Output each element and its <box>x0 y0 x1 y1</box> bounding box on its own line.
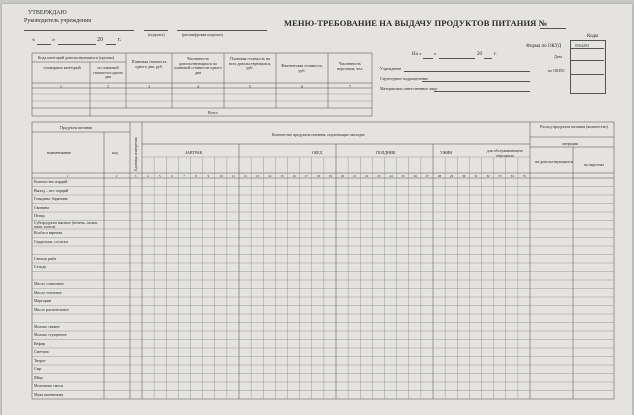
main-col-number: 16 <box>292 173 296 178</box>
product-row-label: Свежая рыба <box>34 255 57 261</box>
main-col-number: 27 <box>425 173 429 178</box>
top-col-number-3: 3 <box>148 83 150 89</box>
top-col-header-5: Плановая стоимость на всех довольствующихся, руб. <box>228 56 272 70</box>
signature-caption: (подпись) <box>148 32 165 37</box>
product-row-label: Сыр <box>34 366 42 371</box>
meal-dinner: УЖИН <box>440 150 453 155</box>
main-col-number: 8 <box>195 173 197 178</box>
consumption-sub-2: на персонал <box>583 162 605 167</box>
main-col-number: 9 <box>207 173 210 178</box>
main-col-number: 33 <box>498 173 502 178</box>
main-col-number: 20 <box>340 173 345 178</box>
head-of-institution-label: Руководитель учреждения <box>24 18 92 24</box>
main-col-number: 24 <box>389 173 393 178</box>
top-col-header-1: суммарных категорий <box>43 65 81 70</box>
product-row-label: Маргарин <box>34 298 52 303</box>
na-year-prefix: 20 <box>477 52 482 57</box>
top-col-number-1: 1 <box>60 83 62 89</box>
product-row-label: Масло сливочное <box>34 281 64 286</box>
main-col-number: 15 <box>280 173 284 178</box>
main-col-number: 14 <box>268 173 272 178</box>
products-header: Продукты питания <box>60 125 93 130</box>
main-col-number: 7 <box>183 173 185 178</box>
menu-requisition-form <box>2 4 632 415</box>
main-col-number: 34 <box>510 173 514 178</box>
product-row-label: Птица <box>34 213 45 218</box>
main-col-number: 13 <box>255 173 260 178</box>
product-row-label: Количество порций <box>34 179 68 184</box>
product-row-label: Говядина, баранина <box>34 196 68 201</box>
product-row-label: Молочные смеси <box>34 383 64 388</box>
product-row-label: Кефир <box>34 340 46 346</box>
na-label: На « <box>412 52 422 57</box>
main-col-number: 4 <box>146 173 149 178</box>
top-col-number-5: 5 <box>249 83 251 89</box>
top-col-number-6: 6 <box>301 83 303 89</box>
product-row-label: Сельдь <box>34 264 47 269</box>
decoding-caption: (расшифровка подписи) <box>182 32 223 37</box>
main-col-number: 26 <box>413 173 417 178</box>
main-col-number: 30 <box>462 173 466 178</box>
product-row-label: Выход – вес порций <box>34 187 69 193</box>
quantity-header: Количество продуктов питания, подлежащих закладке <box>272 132 365 137</box>
product-row-label: Сметана <box>34 349 49 354</box>
product-row-label: Мука пшеничная <box>34 391 64 397</box>
top-total-label: Всего <box>208 110 218 115</box>
main-col-number: 29 <box>449 173 454 178</box>
product-row-label: Молоко сгущенное <box>34 332 67 337</box>
product-row-label: Сардельки, сосиски <box>34 238 68 244</box>
main-col-number: 6 <box>171 173 173 178</box>
top-col-header-6: Фактическая стоимость, руб. <box>281 63 323 73</box>
main-table-frame <box>32 122 614 399</box>
product-row-label: Яйцо <box>34 374 43 380</box>
main-col-number: 3 <box>134 173 137 178</box>
unit-label: Структурное подразделение <box>380 76 428 81</box>
na-close-quote: » <box>434 52 437 57</box>
code-header: код <box>112 150 118 155</box>
product-row-label: Творог <box>34 357 46 363</box>
main-col-number: 18 <box>316 173 320 178</box>
main-col-number: 21 <box>352 173 357 178</box>
form-title: МЕНЮ-ТРЕБОВАНИЕ НА ВЫДАЧУ ПРОДУКТОВ ПИТАНИЯ № <box>284 18 548 28</box>
main-col-number: 10 <box>219 173 223 178</box>
date-open-quote: « <box>32 37 35 43</box>
date-close-quote: » <box>52 37 55 43</box>
top-col-header-4: Численность довольствующихся по плановой стоимости одного дня <box>174 56 222 75</box>
unit-header: Единица измерения <box>133 137 138 171</box>
main-col-number: 19 <box>328 173 332 178</box>
product-row-label: Масло растительное <box>34 306 69 312</box>
approval-year-suffix: г. <box>118 37 122 43</box>
main-col-number: 28 <box>437 173 442 178</box>
category-group-header: Кода категорий довольствующихся (группы) <box>38 55 114 60</box>
staff-header: для обслуживающего персонала <box>486 148 524 158</box>
main-col-number: 31 <box>474 173 478 178</box>
main-col-number: 11 <box>231 173 235 178</box>
product-row-label: Молоко свежее <box>34 323 60 329</box>
date-code-label: Дата <box>554 54 562 59</box>
responsible-label: Материально ответственное лицо <box>380 86 438 91</box>
meal-snack: ПОЛДНИК <box>376 150 396 155</box>
product-row-label: Свинина <box>34 204 49 210</box>
product-row-label: Масло топленое <box>34 289 62 295</box>
main-col-number: 35 <box>522 173 526 178</box>
main-col-number: 12 <box>243 173 248 178</box>
main-col-number: 32 <box>486 173 490 178</box>
approval-year-prefix: 20 <box>97 37 103 43</box>
main-col-number: 2 <box>115 173 118 178</box>
name-header: наименование <box>47 150 72 155</box>
okud-label: Форма по ОКУД <box>526 44 562 49</box>
main-col-number: 1 <box>66 173 69 178</box>
meal-lunch: ОБЕД <box>312 150 323 155</box>
consumption-header: Расход продуктов питания (количество) <box>540 124 608 129</box>
main-col-number: 5 <box>158 173 161 178</box>
operation-header: операции <box>562 141 579 146</box>
top-col-number-4: 4 <box>197 83 199 89</box>
approved-label: УТВЕРЖДАЮ <box>28 10 67 16</box>
main-col-number: 17 <box>304 173 308 178</box>
institution-label: Учреждение <box>380 66 402 71</box>
main-col-number: 22 <box>365 173 369 178</box>
product-row-label: Субпродукты мясные (печень, почки, язык, мозги) <box>34 219 98 229</box>
meal-breakfast: ЗАВТРАК <box>185 150 203 155</box>
top-col-header-3: Плановая стоимость одного дня, руб. <box>131 59 167 69</box>
main-col-number: 25 <box>401 173 405 178</box>
okpo-label: по ОКПО <box>548 68 565 73</box>
main-col-number: 23 <box>377 173 381 178</box>
top-col-number-7: 7 <box>349 83 351 89</box>
product-row-label: Колбаса вареная <box>34 230 62 235</box>
top-col-number-2: 2 <box>107 83 109 89</box>
top-col-header-2: по плановой стоимости одного дня <box>92 65 124 79</box>
codes-label: Коды <box>587 34 599 39</box>
na-year-suffix: г. <box>494 52 497 57</box>
okud-value: 0504202 <box>575 43 589 48</box>
top-col-header-7: Численность персонала, чел. <box>336 61 364 71</box>
consumption-sub-1: на довольствующихся <box>535 159 573 164</box>
